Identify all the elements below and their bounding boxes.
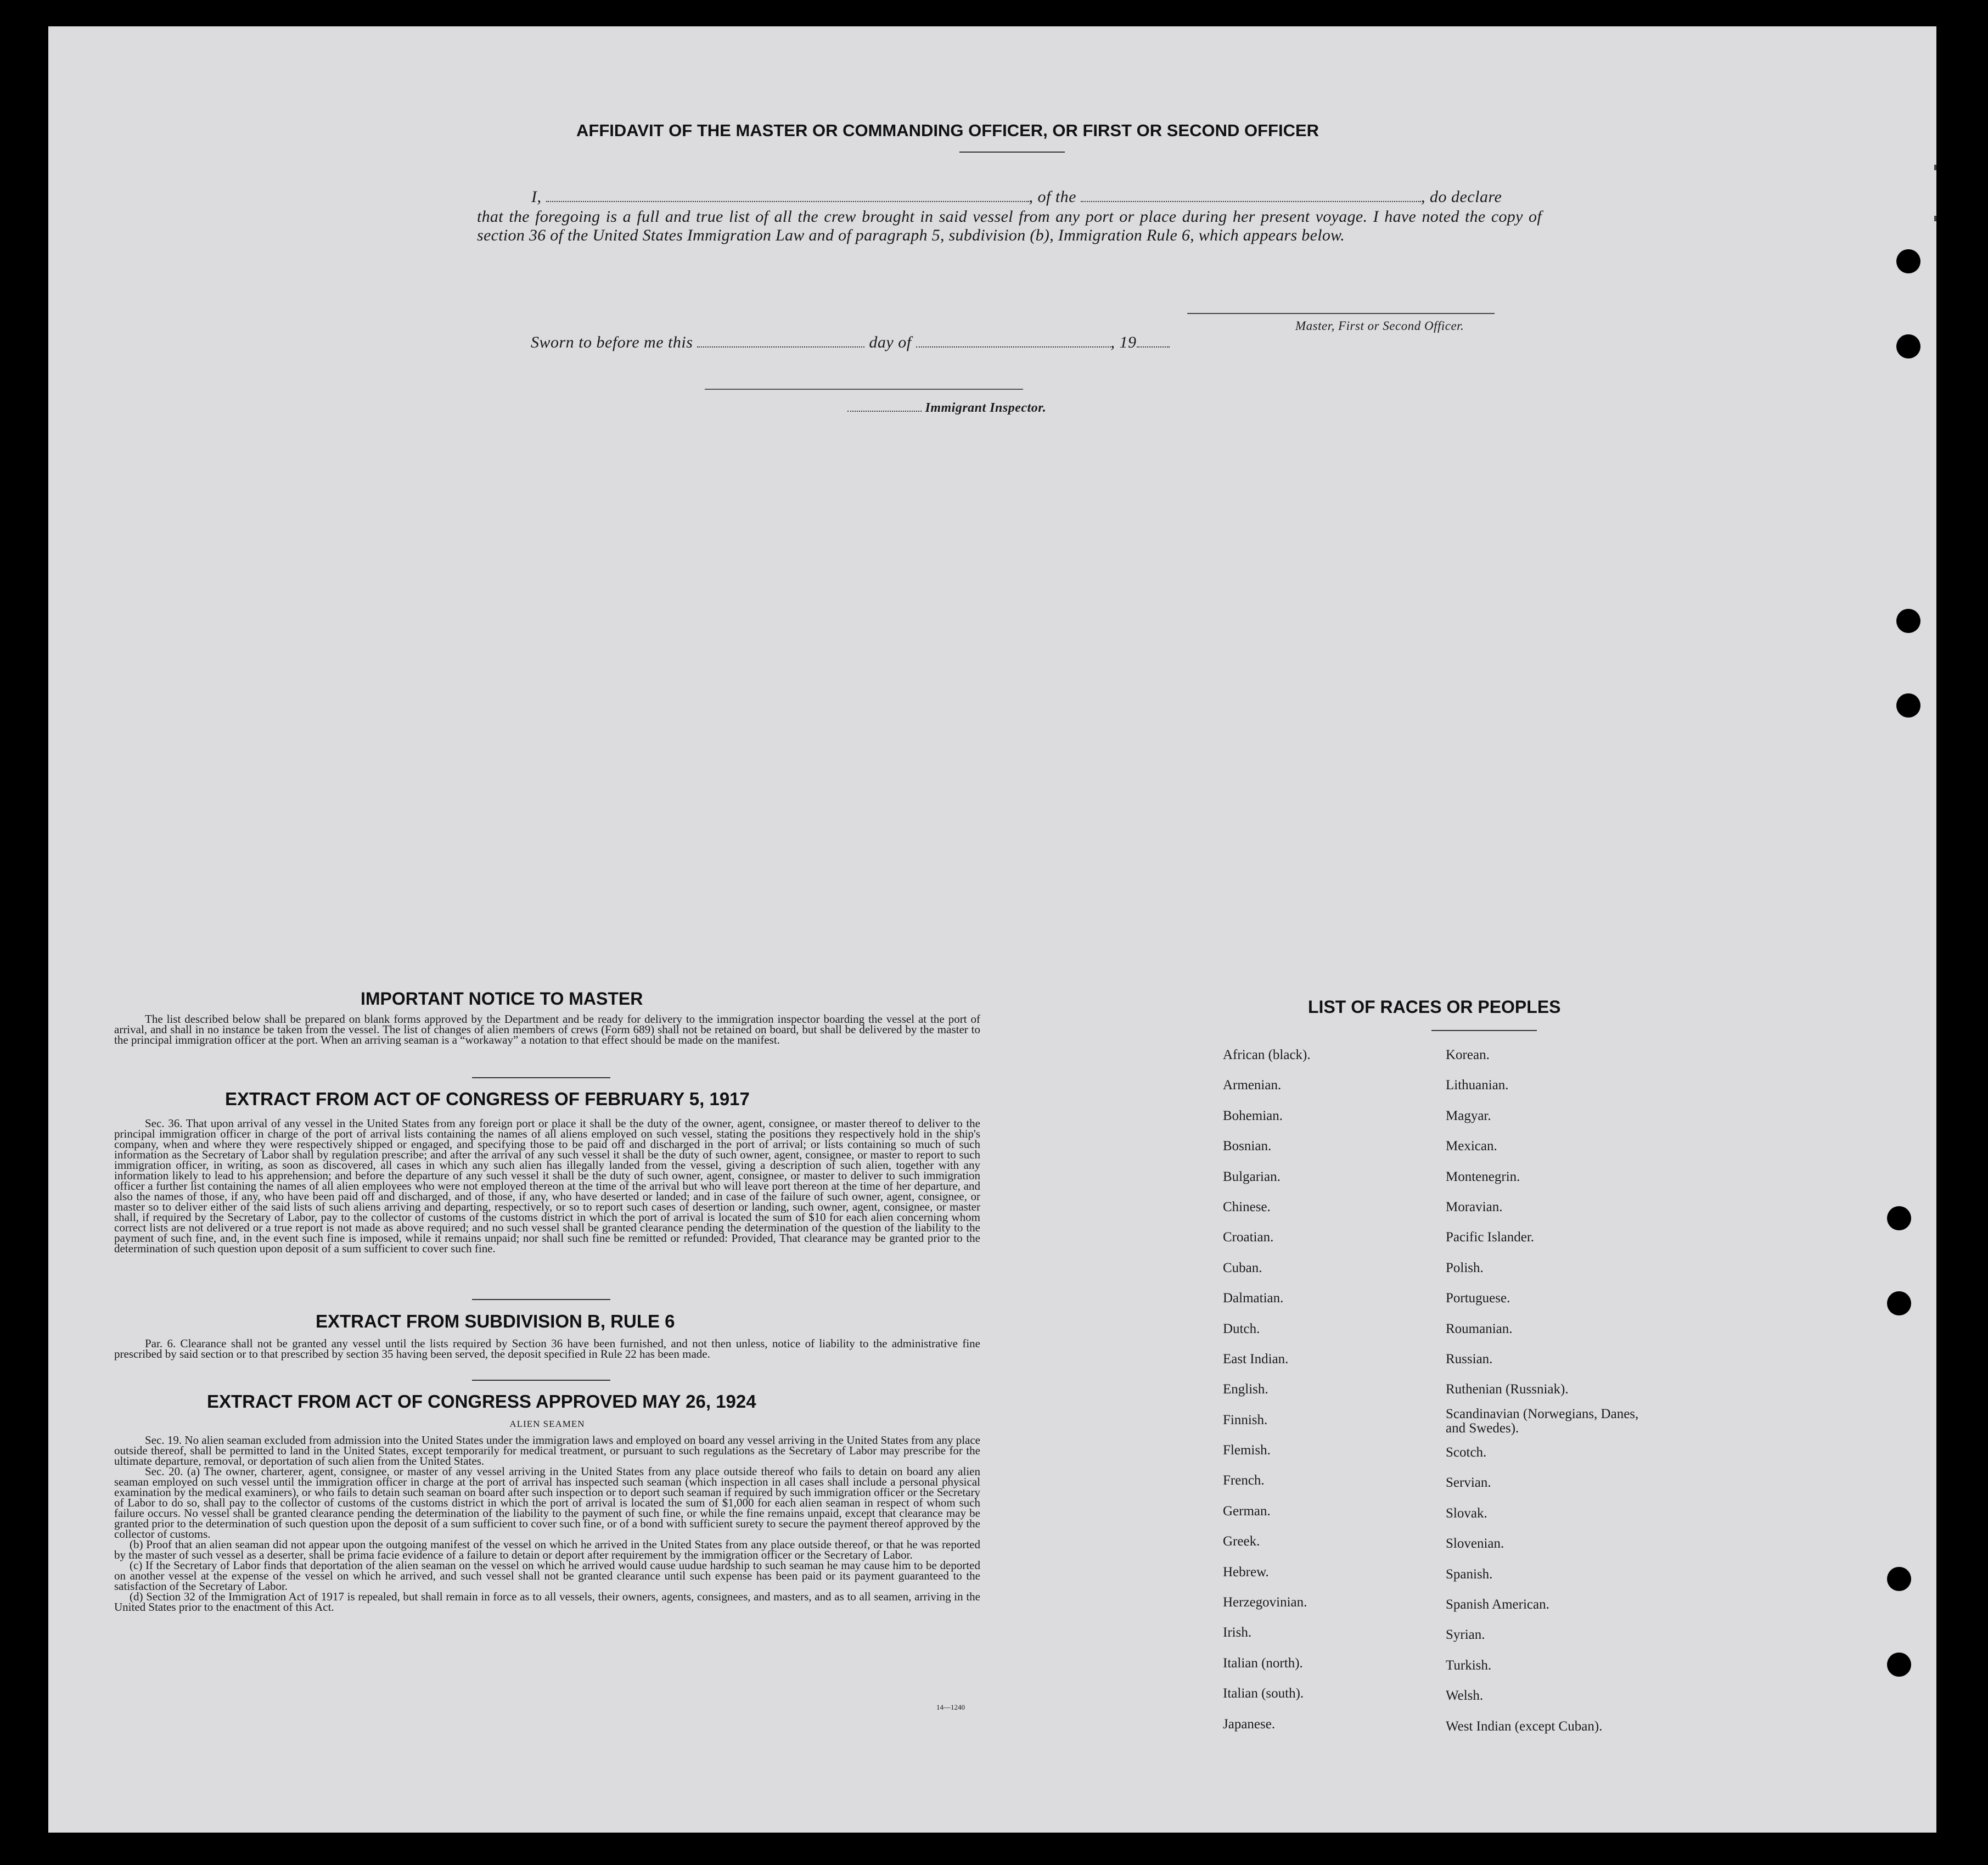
race-item: Slovak. (1446, 1505, 1487, 1521)
race-item: Pacific Islander. (1446, 1230, 1535, 1245)
extract-1924-title: EXTRACT FROM ACT OF CONGRESS APPROVED MAY 26, 1924 (207, 1391, 756, 1412)
race-item: Polish. (1446, 1260, 1484, 1275)
punch-hole (1887, 1291, 1911, 1315)
inspector-signature-line[interactable] (705, 389, 1023, 390)
affidavit-statement: that the foregoing is a full and true list of all the crew brought in said vessel from any port or place during her present voyage. I have noted the copy of section 36 of the United States Immigration Law and of paragraph 5, subdivision (b), Immigration Rule 6, which appears below. (477, 208, 1542, 244)
race-item: Greek. (1223, 1534, 1260, 1549)
month-blank[interactable] (916, 331, 1111, 348)
race-item: Irish. (1223, 1625, 1252, 1640)
race-item: Servian. (1446, 1475, 1491, 1491)
races-title: LIST OF RACES OR PEOPLES (1308, 997, 1561, 1017)
race-item: Italian (north). (1223, 1655, 1303, 1671)
race-item: Magyar. (1446, 1108, 1491, 1123)
race-item: West Indian (except Cuban). (1446, 1718, 1603, 1734)
alien-seamen-subtitle: ALIEN SEAMEN (509, 1419, 585, 1429)
race-item: Portuguese. (1446, 1291, 1510, 1306)
race-item: Croatian. (1223, 1230, 1274, 1245)
race-item: French. (1223, 1473, 1265, 1488)
section-20c: (c) If the Secretary of Labor finds that deportation of the alien seaman on the vessel on which he arrived would cause uudue hardship to such seaman he may cause him to be deported on another vessel at the expense of the vessel on which he arrived, and such vessel shall not be granted clearance until such expense has been paid or its payment guaranteed to the satisfaction of the Secretary of Labor. (114, 1559, 980, 1593)
punch-hole (1887, 1653, 1911, 1677)
inspector-line (847, 401, 1046, 416)
race-item: Japanese. (1223, 1716, 1276, 1732)
of-the-label: , of the (1029, 188, 1076, 206)
race-item: Bosnian. (1223, 1139, 1272, 1154)
race-item: Dalmatian. (1223, 1291, 1284, 1306)
edge-mark (1934, 165, 1936, 170)
race-item: German. (1223, 1503, 1271, 1519)
race-item: Lithuanian. (1446, 1078, 1509, 1093)
race-item: Chinese. (1223, 1199, 1271, 1214)
vessel-blank[interactable] (1081, 186, 1421, 202)
divider (1431, 1030, 1537, 1031)
race-item: Russian. (1446, 1351, 1493, 1366)
inspector-blank[interactable] (847, 401, 922, 412)
affidavit-title: AFFIDAVIT OF THE MASTER OR COMMANDING OFFICER, OR FIRST OR SECOND OFFICER (576, 121, 1319, 140)
master-signature-line[interactable] (1187, 313, 1495, 314)
race-item: Bulgarian. (1223, 1169, 1281, 1184)
race-item: Cuban. (1223, 1260, 1262, 1275)
divider (472, 1380, 610, 1381)
divider (472, 1077, 610, 1078)
race-item: Moravian. (1446, 1199, 1503, 1214)
race-item: Herzegovinian. (1223, 1595, 1307, 1610)
race-item: English. (1223, 1382, 1268, 1397)
do-declare-label: , do declare (1421, 188, 1502, 206)
affidavit-i-label: I, (531, 188, 542, 206)
race-item: Spanish. (1446, 1566, 1493, 1582)
race-item: Finnish. (1223, 1412, 1268, 1427)
divider (959, 152, 1065, 153)
race-item: Turkish. (1446, 1657, 1492, 1673)
punch-hole (1887, 1206, 1911, 1230)
race-item: Spanish American. (1446, 1597, 1549, 1612)
year-blank[interactable] (1137, 331, 1170, 348)
race-item: Hebrew. (1223, 1564, 1269, 1580)
punch-hole (1896, 249, 1920, 273)
race-item: Montenegrin. (1446, 1169, 1520, 1184)
divider (472, 1299, 610, 1300)
race-item-scandinavian: Scandinavian (Norwegians, Danes, and Swedes). (1446, 1406, 1639, 1436)
notice-title: IMPORTANT NOTICE TO MASTER (361, 989, 643, 1009)
section-20a: Sec. 20. (a) The owner, charterer, agent, consignee, or master of any vessel arriving in the United States from any place outside thereof who fails to detain on board any alien seaman employed on such vessel until the immigration officer in charge at the port of arrival has inspected such seaman (which inspection in all cases shall include a personal physical examination by the medical examiners), or who fails to detain such seaman on board after such inspection or to deport such seaman if required by such immigration officer or the Secretary of Labor to do so, shall pay to the collector of customs of the customs district in which the port of arrival is located the sum of $1,000 for each alien seaman in respect of whom such failure occurs. No vessel shall be granted clearance pending the determination of the liability to the payment of such fine, or while the fine remains unpaid, except that clearance may be granted prior to the determination of such question upon the deposit of a sum sufficient to cover such fine, or of a bond with sufficient surety to secure the payment thereof approved by the collector of customs. (114, 1465, 980, 1541)
race-item: Flemish. (1223, 1443, 1271, 1458)
edge-mark (1934, 216, 1936, 221)
race-item: Syrian. (1446, 1627, 1485, 1643)
year-prefix: , 19 (1110, 333, 1137, 351)
race-item: Scotch. (1446, 1445, 1487, 1460)
section-20b: (b) Proof that an alien seaman did not appear upon the outgoing manifest of the vessel on which he arrived in the United States from any place outside thereof, or that he was reported by the master of such vessel as a deserter, shall be prima facie evidence of a failure to detain or deport after requirement by the immigration officer or the Secretary of Labor. (114, 1538, 980, 1561)
punch-hole (1896, 693, 1920, 718)
race-item: Korean. (1446, 1048, 1490, 1062)
punch-hole (1887, 1567, 1911, 1591)
race-item: Roumanian. (1446, 1321, 1513, 1336)
extract-1917-title: EXTRACT FROM ACT OF CONGRESS OF FEBRUARY 5, 1917 (225, 1089, 750, 1109)
name-blank[interactable] (546, 186, 1029, 202)
race-item: African (black). (1223, 1048, 1311, 1062)
races-left-column (1223, 1040, 1311, 1739)
race-item: Slovenian. (1446, 1536, 1504, 1552)
section-20d: (d) Section 32 of the Immigration Act of 1917 is repealed, but shall remain in force as to all vessels, their owners, agents, consignees, and masters, and as to all seamen, arriving in the United States prior to the enactment of this Act. (114, 1590, 980, 1614)
sworn-line (531, 331, 1170, 352)
rule-6-title: EXTRACT FROM SUBDIVISION B, RULE 6 (316, 1311, 675, 1331)
affidavit-first-line (531, 186, 1502, 206)
section-19: Sec. 19. No alien seaman excluded from admission into the United States under the immigration laws and employed on board any vessel arriving in the United States from any place outside thereof, shall be permitted to land in the United States, except temporarily for medical treatment, or pursuant to such regulations as the Secretary of Labor may prescribe for the ultimate departure, removal, or deportation of such alien from the United States. (114, 1433, 980, 1468)
races-right-column (1446, 1040, 1654, 1741)
notice-text: The list described below shall be prepared on blank forms approved by the Department and be ready for delivery to the immigration inspector boarding the vessel at the port of arrival, and shall in no instance be taken from the vessel. The list of changes of alien members of crews (Form 689) shall not be retained on board, but shall be delivered by the master to the principal immigration officer at the port. When an arriving seaman is a “workaway” a notation to that effect should be made on the manifest. (114, 1012, 980, 1046)
scanned-form-page (48, 26, 1936, 1833)
inspector-label: Immigrant Inspector. (925, 401, 1047, 415)
race-item: Dutch. (1223, 1321, 1260, 1336)
punch-hole (1896, 334, 1920, 359)
race-item: Ruthenian (Russniak). (1446, 1382, 1569, 1397)
extract-1917-text: Sec. 36. That upon arrival of any vessel in the United States from any foreign port or place it shall be the duty of the owner, agent, consignee, or master thereof to deliver to the principal immigration officer in charge of the port of arrival lists containing the names of all aliens employed on such vessel, stating the positions they respectively hold in the ship's company, when and where they were respectively shipped or engaged, and specifying those to be paid off and discharged in the port of arrival; or lists containing so much of such information as the Secretary of Labor shall by regulation prescribe; and after the arrival of any such vessel it shall be the duty of such owner, agent, consignee, or master to report to such immigration officer, in writing, as soon as discovered, all cases in which any such alien has illegally landed from the vessel, giving a description of such alien, together with any information likely to lead to his apprehension; and before the departure of any such vessel it shall be the duty of such owner, agent, consignee, or master to deliver to such immigration officer a further list containing the names of all alien employees who were not employed thereon at the time of the arrival but who will leave port thereon at the time of her departure, and also the names of those, if any, who have been paid off and discharged, and of those, if any, who have deserted or landed; and in case of the failure of such owner, agent, consignee, or master so to deliver either of the said lists of such aliens arriving and departing, respectively, or so to report such cases of desertion or landing, such owner, agent, consignee, or master shall, if required by the Secretary of Labor, pay to the collector of customs of the customs district in which the port of arrival is located the sum of $10 for each alien concerning whom correct lists are not delivered or a true report is not made as above required; and no such vessel shall be granted clearance pending the determination of the question of the liability to the payment of such fine, and, in the event such fine is imposed, while it remains unpaid; nor shall such fine be remitted or refunded: Provided, That clearance may be granted prior to the determination of such question upon deposit of a sum sufficient to cover such fine. (114, 1117, 980, 1255)
race-item: Armenian. (1223, 1078, 1282, 1093)
race-item: Mexican. (1446, 1139, 1497, 1154)
day-of-label: day of (869, 333, 912, 351)
extract-1924-text (114, 1435, 980, 1612)
punch-hole (1896, 609, 1920, 633)
form-number: 14—1240 (936, 1703, 965, 1711)
race-item: East Indian. (1223, 1351, 1289, 1366)
race-item: Bohemian. (1223, 1108, 1283, 1123)
master-signature-label: Master, First or Second Officer. (1295, 319, 1464, 333)
sworn-prefix: Sworn to before me this (531, 333, 693, 351)
day-blank[interactable] (697, 331, 864, 348)
race-item: Welsh. (1446, 1688, 1484, 1704)
race-item: Italian (south). (1223, 1686, 1304, 1701)
rule-6-text: Par. 6. Clearance shall not be granted any vessel until the lists required by Section 36 have been furnished, and not then unless, notice of liability to the administrative fine prescribed by said section or to that prescribed by section 35 having been served, the deposit specified in Rule 22 has been made. (114, 1337, 980, 1360)
